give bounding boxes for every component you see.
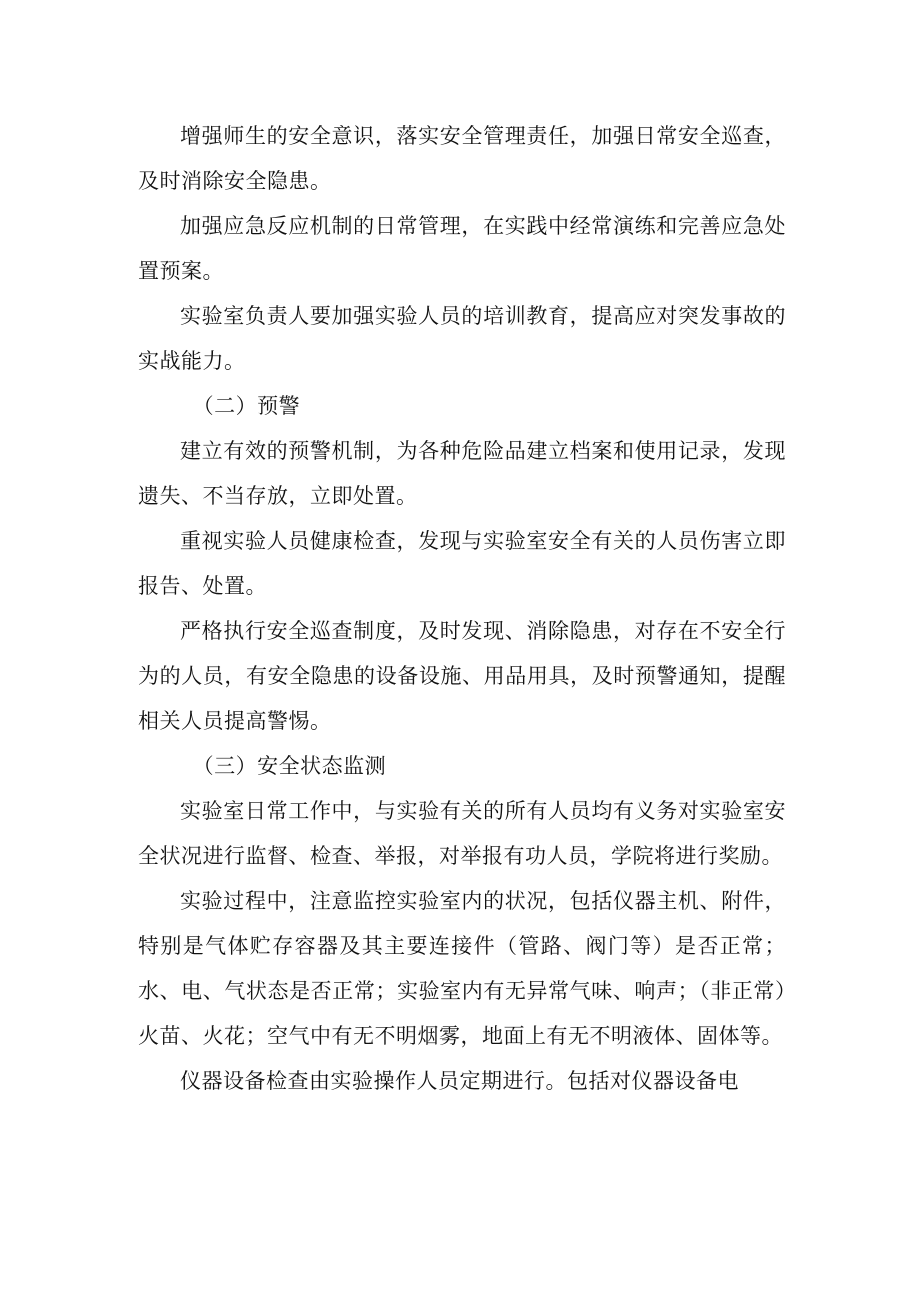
paragraph-4: 建立有效的预警机制，为各种危险品建立档案和使用记录，发现遗失、不当存放，立即处置。 [138,439,786,508]
paragraph-2: 加强应急反应机制的日常管理，在实践中经常演练和完善应急处置预案。 [138,214,786,283]
paragraph-7: 实验室日常工作中，与实验有关的所有人员均有义务对实验室安全状况进行监督、检查、举报，对举报有功人员，学院将进行奖励。 [138,799,786,868]
paragraph-1: 增强师生的安全意识，落实安全管理责任，加强日常安全巡查，及时消除安全隐患。 [138,124,786,193]
section-heading-warning: （二）预警 [192,394,301,418]
paragraph-6: 严格执行安全巡查制度，及时发现、消除隐患，对存在不安全行为的人员，有安全隐患的设备设施、用品用具，及时预警通知，提醒相关人员提高警惕。 [138,619,786,733]
paragraph-9: 仪器设备检查由实验操作人员定期进行。包括对仪器设备电 [180,1069,739,1093]
section-heading-monitoring: （三）安全状态监测 [192,754,387,778]
document-body [138,114,786,1104]
paragraph-3: 实验室负责人要加强实验人员的培训教育，提高应对突发事故的实战能力。 [138,304,786,373]
paragraph-8: 实验过程中，注意监控实验室内的状况，包括仪器主机、附件，特别是气体贮存容器及其主要连接件（管路、阀门等）是否正常；水、电、气状态是否正常；实验室内有无异常气味、响声；（非正常）火苗、火花；空气中有无不明烟雾，地面上有无不明液体、固体等。 [138,889,786,1048]
paragraph-5: 重视实验人员健康检查，发现与实验室安全有关的人员伤害立即报告、处置。 [138,529,786,598]
